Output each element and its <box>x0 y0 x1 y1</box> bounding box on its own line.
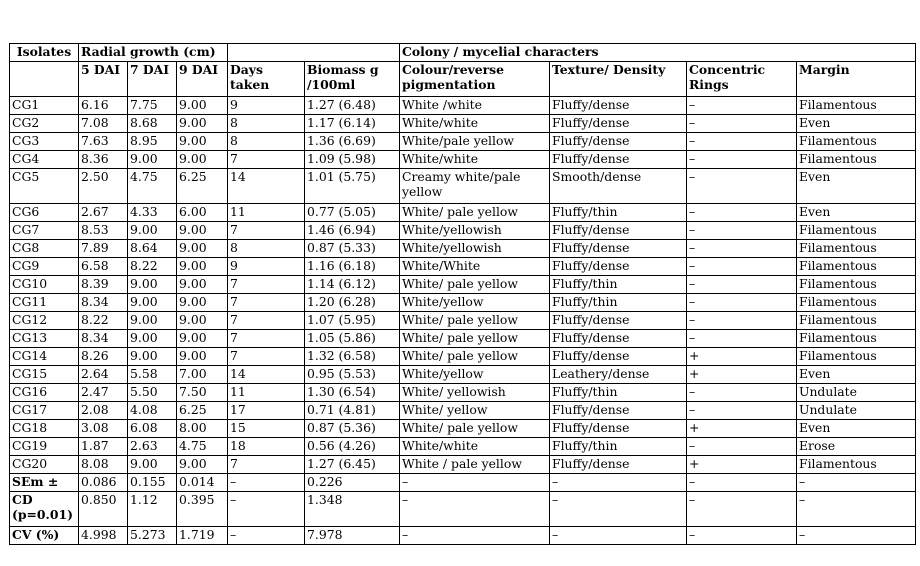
cell-texture: Fluffy/thin <box>550 384 687 402</box>
cell-d7: 8.22 <box>128 258 177 276</box>
cell-rings: – <box>687 97 797 115</box>
cell-d7: 2.63 <box>128 438 177 456</box>
cell-days: – <box>228 492 305 527</box>
cell-days: 7 <box>228 151 305 169</box>
cell-d7: 8.68 <box>128 115 177 133</box>
cell-d5: 8.34 <box>79 294 128 312</box>
cell-colour: White/ pale yellow <box>400 348 550 366</box>
cell-days: 8 <box>228 240 305 258</box>
cell-rings: – <box>687 384 797 402</box>
cell-biomass: 0.71 (4.81) <box>305 402 400 420</box>
cell-d5: 2.67 <box>79 204 128 222</box>
cell-days: 7 <box>228 276 305 294</box>
cell-d5: 0.850 <box>79 492 128 527</box>
cell-texture: Fluffy/thin <box>550 276 687 294</box>
isolates-header: Isolates <box>10 44 79 62</box>
cell-colour: Creamy white/pale yellow <box>400 169 550 204</box>
cell-margin: Even <box>797 204 916 222</box>
cell-d9: 9.00 <box>177 294 228 312</box>
cell-biomass: 1.01 (5.75) <box>305 169 400 204</box>
cell-rings: – <box>687 527 797 545</box>
cell-margin: Filamentous <box>797 330 916 348</box>
cell-biomass: 1.09 (5.98) <box>305 151 400 169</box>
dai7-header: 7 DAI <box>128 62 177 97</box>
stats-row <box>10 527 916 545</box>
cell-d9: 9.00 <box>177 258 228 276</box>
table-row <box>10 294 916 312</box>
days-taken-header: Days taken <box>228 62 305 97</box>
cell-d9: 9.00 <box>177 133 228 151</box>
cell-days: – <box>228 527 305 545</box>
cell-id: CV (%) <box>10 527 79 545</box>
cell-id: CG17 <box>10 402 79 420</box>
cell-d9: 9.00 <box>177 330 228 348</box>
cell-d7: 5.50 <box>128 384 177 402</box>
cell-days: – <box>228 474 305 492</box>
cell-texture: – <box>550 492 687 527</box>
cell-margin: Filamentous <box>797 312 916 330</box>
cell-rings: + <box>687 348 797 366</box>
cell-id: CD (p=0.01) <box>10 492 79 527</box>
cell-margin: Filamentous <box>797 276 916 294</box>
cell-days: 8 <box>228 133 305 151</box>
cell-days: 7 <box>228 456 305 474</box>
cell-id: CG12 <box>10 312 79 330</box>
cell-rings: – <box>687 240 797 258</box>
cell-texture: Fluffy/dense <box>550 151 687 169</box>
cell-texture: Fluffy/dense <box>550 420 687 438</box>
cell-colour: White/ pale yellow <box>400 420 550 438</box>
cell-texture: Fluffy/dense <box>550 330 687 348</box>
cell-d7: 7.75 <box>128 97 177 115</box>
cell-d5: 6.16 <box>79 97 128 115</box>
cell-d7: 4.33 <box>128 204 177 222</box>
cell-d5: 2.47 <box>79 384 128 402</box>
stats-row <box>10 492 916 527</box>
cell-rings: – <box>687 402 797 420</box>
cell-days: 18 <box>228 438 305 456</box>
cell-d5: 7.89 <box>79 240 128 258</box>
cell-rings: + <box>687 420 797 438</box>
cell-margin: Even <box>797 115 916 133</box>
cell-biomass: 1.30 (6.54) <box>305 384 400 402</box>
cell-d9: 7.00 <box>177 366 228 384</box>
cell-rings: – <box>687 115 797 133</box>
cell-colour: White/ yellowish <box>400 384 550 402</box>
cell-d7: 8.95 <box>128 133 177 151</box>
table-row <box>10 402 916 420</box>
cell-id: CG16 <box>10 384 79 402</box>
cell-d5: 2.64 <box>79 366 128 384</box>
cell-colour: White/ yellow <box>400 402 550 420</box>
cell-texture: Fluffy/thin <box>550 204 687 222</box>
cell-colour: White/yellow <box>400 366 550 384</box>
table-row <box>10 456 916 474</box>
cell-colour: – <box>400 474 550 492</box>
cell-days: 9 <box>228 258 305 276</box>
table-row <box>10 330 916 348</box>
cell-d5: 3.08 <box>79 420 128 438</box>
cell-texture: Fluffy/dense <box>550 222 687 240</box>
cell-d9: 4.75 <box>177 438 228 456</box>
cell-margin: – <box>797 474 916 492</box>
cell-colour: White/yellow <box>400 294 550 312</box>
cell-rings: – <box>687 474 797 492</box>
cell-days: 7 <box>228 294 305 312</box>
cell-margin: Filamentous <box>797 456 916 474</box>
cell-d5: 2.50 <box>79 169 128 204</box>
cell-margin: Even <box>797 366 916 384</box>
cell-texture: Fluffy/dense <box>550 312 687 330</box>
cell-biomass: 7.978 <box>305 527 400 545</box>
cell-biomass: 0.87 (5.36) <box>305 420 400 438</box>
cell-texture: Leathery/dense <box>550 366 687 384</box>
cell-texture: Smooth/dense <box>550 169 687 204</box>
cell-id: CG6 <box>10 204 79 222</box>
cell-texture: Fluffy/dense <box>550 258 687 276</box>
table-row <box>10 151 916 169</box>
cell-colour: White/white <box>400 115 550 133</box>
cell-rings: – <box>687 438 797 456</box>
cell-rings: – <box>687 133 797 151</box>
cell-d7: 9.00 <box>128 222 177 240</box>
colony-characters-header: Colony / mycelial characters <box>400 44 916 62</box>
table-row <box>10 438 916 456</box>
cell-biomass: 1.32 (6.58) <box>305 348 400 366</box>
cell-rings: – <box>687 169 797 204</box>
cell-d9: 9.00 <box>177 348 228 366</box>
cell-days: 15 <box>228 420 305 438</box>
cell-d7: 9.00 <box>128 151 177 169</box>
cell-margin: Filamentous <box>797 258 916 276</box>
cell-d9: 9.00 <box>177 276 228 294</box>
cell-biomass: 0.77 (5.05) <box>305 204 400 222</box>
table-row <box>10 133 916 151</box>
table-row <box>10 384 916 402</box>
cell-biomass: 1.05 (5.86) <box>305 330 400 348</box>
cell-d5: 8.39 <box>79 276 128 294</box>
cell-margin: Filamentous <box>797 97 916 115</box>
cell-days: 7 <box>228 312 305 330</box>
table-row <box>10 312 916 330</box>
table-body <box>10 97 916 545</box>
cell-d9: 9.00 <box>177 151 228 169</box>
cell-d7: 9.00 <box>128 348 177 366</box>
table-row <box>10 204 916 222</box>
cell-id: CG11 <box>10 294 79 312</box>
cell-rings: – <box>687 222 797 240</box>
cell-d9: 9.00 <box>177 240 228 258</box>
cell-margin: Erose <box>797 438 916 456</box>
cell-colour: White/yellowish <box>400 240 550 258</box>
cell-days: 11 <box>228 204 305 222</box>
cell-colour: – <box>400 492 550 527</box>
cell-id: CG7 <box>10 222 79 240</box>
cell-texture: Fluffy/thin <box>550 294 687 312</box>
cell-biomass: 1.07 (5.95) <box>305 312 400 330</box>
cell-d7: 9.00 <box>128 330 177 348</box>
cell-texture: Fluffy/dense <box>550 97 687 115</box>
stats-row <box>10 474 916 492</box>
cell-d5: 8.08 <box>79 456 128 474</box>
cell-id: CG14 <box>10 348 79 366</box>
cell-d5: 2.08 <box>79 402 128 420</box>
cell-id: CG9 <box>10 258 79 276</box>
cell-margin: Filamentous <box>797 294 916 312</box>
cell-d9: 9.00 <box>177 312 228 330</box>
table-row <box>10 169 916 204</box>
blank-header <box>228 44 400 62</box>
cell-biomass: 0.226 <box>305 474 400 492</box>
cell-rings: + <box>687 456 797 474</box>
cell-id: CG18 <box>10 420 79 438</box>
cell-rings: – <box>687 330 797 348</box>
cell-biomass: 0.87 (5.33) <box>305 240 400 258</box>
cell-colour: White/ pale yellow <box>400 312 550 330</box>
cell-colour: White/white <box>400 438 550 456</box>
cell-days: 7 <box>228 348 305 366</box>
cell-d7: 5.273 <box>128 527 177 545</box>
cell-texture: Fluffy/dense <box>550 115 687 133</box>
cell-texture: Fluffy/dense <box>550 456 687 474</box>
cell-margin: Even <box>797 169 916 204</box>
cell-colour: White /white <box>400 97 550 115</box>
cell-colour: White / pale yellow <box>400 456 550 474</box>
cell-id: CG8 <box>10 240 79 258</box>
cell-rings: – <box>687 294 797 312</box>
cell-id: CG5 <box>10 169 79 204</box>
cell-id: CG19 <box>10 438 79 456</box>
cell-texture: Fluffy/dense <box>550 402 687 420</box>
cell-texture: Fluffy/dense <box>550 133 687 151</box>
dai9-header: 9 DAI <box>177 62 228 97</box>
cell-colour: White/White <box>400 258 550 276</box>
cell-texture: Fluffy/dense <box>550 348 687 366</box>
cell-d9: 6.25 <box>177 169 228 204</box>
cell-days: 14 <box>228 169 305 204</box>
cell-d9: 9.00 <box>177 115 228 133</box>
cell-biomass: 0.56 (4.26) <box>305 438 400 456</box>
cell-d7: 0.155 <box>128 474 177 492</box>
cell-d5: 8.22 <box>79 312 128 330</box>
cell-d7: 8.64 <box>128 240 177 258</box>
table-row <box>10 115 916 133</box>
cell-rings: – <box>687 312 797 330</box>
cell-biomass: 1.348 <box>305 492 400 527</box>
dai5-header: 5 DAI <box>79 62 128 97</box>
cell-d5: 4.998 <box>79 527 128 545</box>
cell-colour: White/ pale yellow <box>400 330 550 348</box>
cell-rings: – <box>687 258 797 276</box>
cell-d9: 0.395 <box>177 492 228 527</box>
cell-margin: Filamentous <box>797 240 916 258</box>
radial-growth-header: Radial growth (cm) <box>79 44 228 62</box>
cell-biomass: 1.27 (6.45) <box>305 456 400 474</box>
blank-subheader <box>10 62 79 97</box>
cell-days: 11 <box>228 384 305 402</box>
table-row <box>10 97 916 115</box>
cell-days: 8 <box>228 115 305 133</box>
cell-biomass: 1.36 (6.69) <box>305 133 400 151</box>
cell-rings: + <box>687 366 797 384</box>
cell-id: CG20 <box>10 456 79 474</box>
cell-margin: Filamentous <box>797 133 916 151</box>
cell-texture: Fluffy/thin <box>550 438 687 456</box>
cell-biomass: 1.46 (6.94) <box>305 222 400 240</box>
cell-id: CG13 <box>10 330 79 348</box>
cell-days: 7 <box>228 330 305 348</box>
cell-margin: – <box>797 527 916 545</box>
margin-header: Margin <box>797 62 916 97</box>
table-row <box>10 222 916 240</box>
cell-d9: 9.00 <box>177 456 228 474</box>
cell-days: 14 <box>228 366 305 384</box>
cell-d5: 7.63 <box>79 133 128 151</box>
cell-biomass: 0.95 (5.53) <box>305 366 400 384</box>
cell-d5: 8.26 <box>79 348 128 366</box>
cell-d7: 9.00 <box>128 294 177 312</box>
colour-header: Colour/reverse pigmentation <box>400 62 550 97</box>
table-header <box>10 44 916 97</box>
cell-texture: – <box>550 527 687 545</box>
table-row <box>10 366 916 384</box>
table-row <box>10 420 916 438</box>
cell-id: CG2 <box>10 115 79 133</box>
cell-d7: 9.00 <box>128 312 177 330</box>
cell-d5: 8.36 <box>79 151 128 169</box>
cell-d9: 9.00 <box>177 97 228 115</box>
cell-colour: – <box>400 527 550 545</box>
cell-biomass: 1.16 (6.18) <box>305 258 400 276</box>
cell-colour: White/white <box>400 151 550 169</box>
cell-id: CG3 <box>10 133 79 151</box>
cell-margin: Undulate <box>797 384 916 402</box>
rings-header: Concentric Rings <box>687 62 797 97</box>
cell-d7: 9.00 <box>128 456 177 474</box>
cell-rings: – <box>687 492 797 527</box>
cell-biomass: 1.14 (6.12) <box>305 276 400 294</box>
cell-texture: Fluffy/dense <box>550 240 687 258</box>
table-row <box>10 276 916 294</box>
cell-d9: 9.00 <box>177 222 228 240</box>
table-row <box>10 240 916 258</box>
cell-d7: 4.08 <box>128 402 177 420</box>
cell-margin: Even <box>797 420 916 438</box>
cell-d7: 6.08 <box>128 420 177 438</box>
cell-id: CG4 <box>10 151 79 169</box>
cell-days: 9 <box>228 97 305 115</box>
cell-rings: – <box>687 276 797 294</box>
cell-d7: 9.00 <box>128 276 177 294</box>
cell-d9: 0.014 <box>177 474 228 492</box>
cell-margin: Undulate <box>797 402 916 420</box>
cell-days: 7 <box>228 222 305 240</box>
cell-biomass: 1.27 (6.48) <box>305 97 400 115</box>
cell-d5: 8.34 <box>79 330 128 348</box>
cell-colour: White/yellowish <box>400 222 550 240</box>
cell-d7: 5.58 <box>128 366 177 384</box>
cell-d9: 1.719 <box>177 527 228 545</box>
table-row <box>10 258 916 276</box>
cell-d7: 4.75 <box>128 169 177 204</box>
cell-d9: 7.50 <box>177 384 228 402</box>
cell-colour: White/ pale yellow <box>400 204 550 222</box>
cell-texture: – <box>550 474 687 492</box>
cell-d7: 1.12 <box>128 492 177 527</box>
cell-id: CG1 <box>10 97 79 115</box>
cell-d9: 6.25 <box>177 402 228 420</box>
cell-colour: White/pale yellow <box>400 133 550 151</box>
cell-margin: – <box>797 492 916 527</box>
cell-margin: Filamentous <box>797 222 916 240</box>
cell-biomass: 1.20 (6.28) <box>305 294 400 312</box>
cell-d9: 8.00 <box>177 420 228 438</box>
cell-d5: 8.53 <box>79 222 128 240</box>
cell-rings: – <box>687 151 797 169</box>
cell-id: CG10 <box>10 276 79 294</box>
cell-d5: 1.87 <box>79 438 128 456</box>
cell-id: CG15 <box>10 366 79 384</box>
cell-margin: Filamentous <box>797 151 916 169</box>
cell-id: SEm ± <box>10 474 79 492</box>
cell-margin: Filamentous <box>797 348 916 366</box>
table-row <box>10 348 916 366</box>
cell-days: 17 <box>228 402 305 420</box>
cell-d5: 6.58 <box>79 258 128 276</box>
cell-d9: 6.00 <box>177 204 228 222</box>
cell-colour: White/ pale yellow <box>400 276 550 294</box>
biomass-header: Biomass g /100ml <box>305 62 400 97</box>
cell-biomass: 1.17 (6.14) <box>305 115 400 133</box>
cell-d5: 0.086 <box>79 474 128 492</box>
isolates-table <box>9 43 916 545</box>
texture-header: Texture/ Density <box>550 62 687 97</box>
cell-rings: – <box>687 204 797 222</box>
cell-d5: 7.08 <box>79 115 128 133</box>
